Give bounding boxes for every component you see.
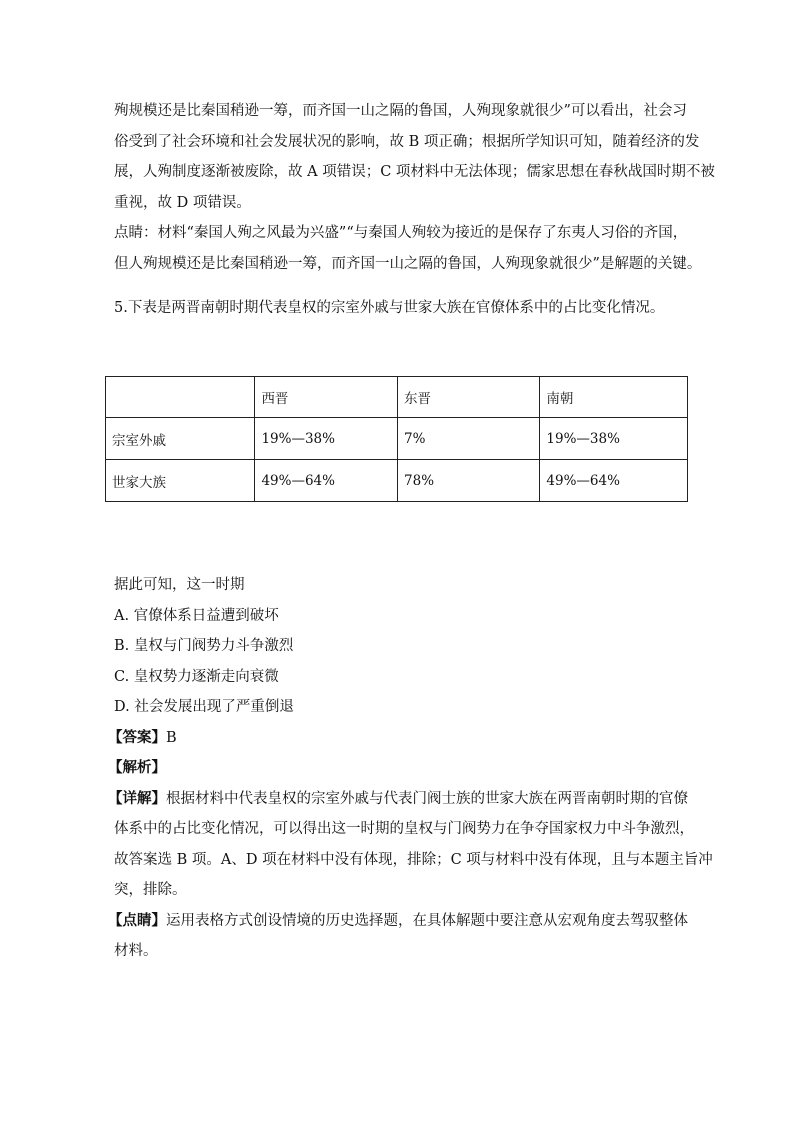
analysis-text-line: 展，人殉制度逐渐被废除，故 A 项错误；C 项材料中无法体现；儒家思想在春秋战国时期不被	[114, 164, 715, 180]
question-prompt: 据此可知，这一时期	[114, 577, 245, 593]
option-d: D. 社会发展出现了严重倒退	[114, 699, 294, 715]
table-cell: 19%—38%	[255, 418, 398, 460]
tip-text-line: 材料。	[114, 943, 158, 959]
table-cell: 49%—64%	[540, 460, 688, 502]
table-header-cell	[106, 377, 255, 418]
detail-text-line: 故答案选 B 项。A、D 项在材料中没有体现，排除；C 项与材料中没有体现，且与本题主旨冲	[114, 851, 713, 868]
table-cell: 78%	[398, 460, 540, 502]
analysis-text-line: 重视，故 D 项错误。	[114, 194, 251, 211]
detail-text-line: 突，排除。	[114, 882, 187, 898]
tip-text-line: 点睛：材料“秦国人殉之风最为兴盛”“与秦国人殉较为接近的是保存了东夷人习俗的齐国，	[114, 225, 688, 241]
tip-text: 运用表格方式创设情境的历史选择题，在具体解题中要注意从宏观角度去驾驭整体	[166, 912, 688, 929]
tip-first-line	[108, 906, 714, 937]
table-row-label: 宗室外戚	[106, 418, 255, 460]
answer-line	[108, 723, 714, 754]
analysis-text-line: 俗受到了社会环境和社会发展状况的影响，故 B 项正确；根据所学知识可知，随着经济的发	[114, 133, 700, 150]
analysis-text-line: 殉规模还是比秦国稍逊一筹，而齐国一山之隔的鲁国，人殉现象就很少”可以看出，社会习	[114, 103, 687, 119]
table-row	[106, 460, 688, 502]
analysis-tag: 【解析】	[108, 759, 166, 776]
answer-tag: 【答案】	[108, 728, 166, 746]
option-a: A. 官僚体系日益遭到破坏	[114, 607, 279, 624]
answer-value: B	[166, 729, 177, 746]
tip-text-line: 但人殉规模还是比秦国稍逊一筹，而齐国一山之隔的鲁国，人殉现象就很少”是解题的关键。	[114, 255, 702, 272]
analysis-heading	[108, 753, 714, 784]
detail-tag: 【详解】	[108, 789, 166, 807]
detail-text-line: 体系中的占比变化情况，可以得出这一时期的皇权与门阀势力在争夺国家权力中斗争激烈，	[114, 821, 694, 837]
option-c: C. 皇权势力逐渐走向衰微	[114, 668, 279, 685]
table-header-cell: 南朝	[540, 377, 688, 418]
table-cell: 49%—64%	[255, 460, 398, 502]
option-b: B. 皇权与门阀势力斗争激烈	[114, 638, 294, 654]
table-header-row	[106, 377, 688, 418]
table-header-cell: 东晋	[398, 377, 540, 418]
question-continued	[108, 570, 714, 967]
table-cell: 19%—38%	[540, 418, 688, 460]
document-page	[108, 96, 715, 959]
data-table	[105, 376, 688, 502]
tip-tag: 【点睛】	[108, 911, 166, 929]
detail-text: 根据材料中代表皇权的宗室外戚与代表门阀士族的世家大族在两晋南朝时期的官僚	[166, 790, 688, 807]
table-row-label: 世家大族	[106, 460, 255, 502]
table-row	[106, 418, 688, 460]
table-cell: 7%	[398, 418, 540, 460]
previous-analysis	[114, 96, 715, 279]
detail-first-line	[108, 784, 714, 815]
question-stem: 5.下表是两晋南朝时期代表皇权的宗室外戚与世家大族在官僚体系中的占比变化情况。	[114, 300, 665, 316]
table-header-cell: 西晋	[255, 377, 398, 418]
